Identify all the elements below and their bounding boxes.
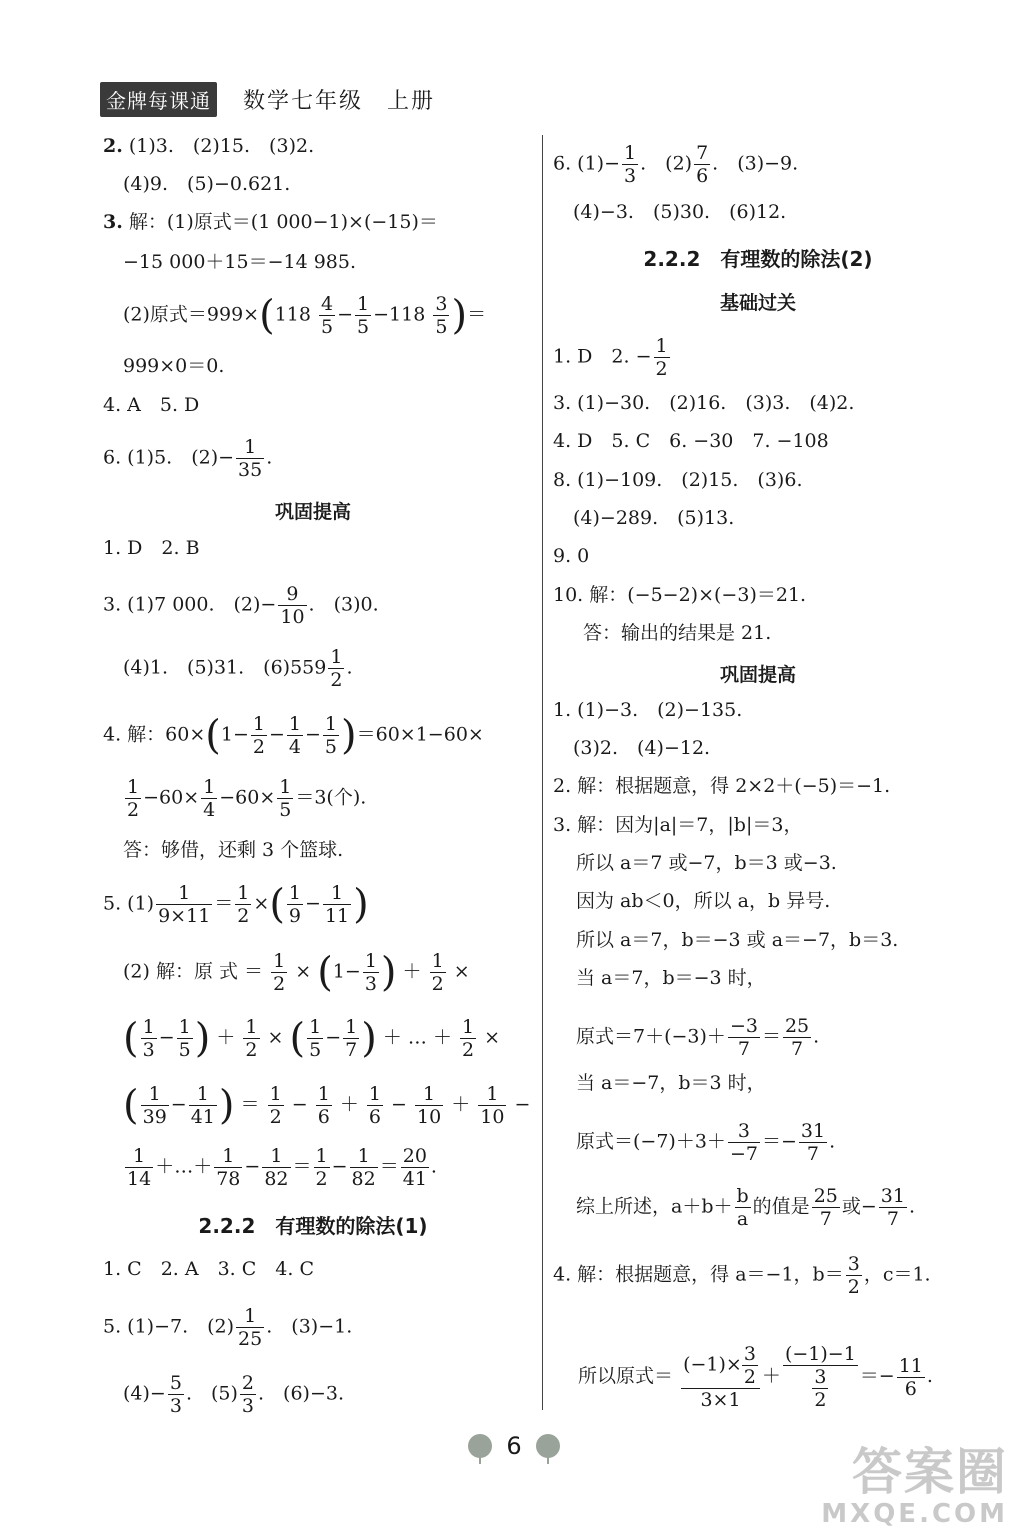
answer-3b: 3. (1)7 000. (2)− $\frac{9}{10}$ . (3)0. (103, 583, 379, 628)
section-title-division-2: 2.2.2 有理数的除法(2) (643, 247, 873, 271)
section-consolidate-2: 巩固提高 (719, 664, 796, 686)
answer-3-cont: −15 000＋15＝−14 985. (123, 251, 357, 273)
answer-rb3: 3. 解：因为|a|＝7，|b|＝3， (553, 814, 803, 836)
answer-rb3-l5: 当 a＝7，b＝−3 时， (576, 967, 766, 989)
answer-3-2: (2)原式＝999×(118 $\frac{4}{5}$ − $\frac{1}{5}$ −118 $\frac{3}{5}$ )＝ (123, 292, 487, 339)
leaf-icon (468, 1434, 492, 1458)
section-consolidate-1: 巩固提高 (274, 501, 351, 523)
answer-r10: 10. 解：(−5−2)×(−3)＝21. (553, 584, 807, 606)
answer-6-right: 6. (1)− $\frac{1}{3}$ . (2) $\frac{7}{6}$ . (3)−9. (553, 142, 799, 187)
answer-r8-cont: (4)−289. (5)13. (573, 507, 735, 529)
answer-4b-cont: $\frac{1}{2}$ −60× $\frac{1}{4}$ −60× $\frac{1}{5}$ ＝3(个). (127, 776, 367, 821)
answer-rb3-l8: 原式＝(−7)＋3＋ $\frac{3}{-7}$ ＝− $\frac{31}{7}$ . (576, 1120, 836, 1165)
answer-rb1: 1. (1)−3. (2)−135. (553, 699, 743, 721)
answer-3b-cont: (4)1. (5)31. (6)559 $\frac{1}{2}$ . (123, 646, 353, 691)
answer-4b: 4. 解：60×(1− $\frac{1}{2}$ − $\frac{1}{4}$ − $\frac{1}{5}$ )＝60×1−60× (103, 712, 484, 759)
answer-3: 3. 解：(1)原式＝(1 000−1)×(−15)＝ (103, 211, 438, 233)
answer-r8: 8. (1)−109. (2)15. (3)6. (553, 469, 803, 491)
watermark-url: MXQE.COM (821, 1499, 1008, 1529)
answer-rb2: 2. 解：根据题意，得 2×2＋(−5)＝−1. (553, 775, 891, 797)
answer-r10-reply: 答：输出的结果是 21. (583, 622, 772, 644)
answer-r4-7: 4. D 5. C 6. −30 7. −108 (553, 430, 829, 452)
answer-rb3-l3: 因为 ab＜0，所以 a，b 异号. (576, 890, 831, 912)
answer-2: 2. (1)3. (2)15. (3)2. (103, 135, 315, 157)
answer-1-2: 1. D 2. B (103, 537, 200, 559)
answer-4-5: 4. A 5. D (103, 394, 200, 416)
answer-5c: 5. (1)−7. (2) $\frac{1}{25}$ . (3)−1. (103, 1305, 353, 1350)
answer-rb3-l4: 所以 a＝7，b＝−3 或 a＝−7，b＝3. (576, 929, 899, 951)
answer-rb3-l2: 所以 a＝7 或−7，b＝3 或−3. (576, 852, 837, 874)
watermark (821, 1445, 1008, 1529)
answer-rb1-cont: (3)2. (4)−12. (573, 737, 711, 759)
answer-5: 5. (1) $\frac{1}{9\times 11}$ ＝ $\frac{1}{2}$ ×( $\frac{1}{9}$ − $\frac{1}{11}$ ) (103, 881, 369, 928)
answer-4b-reply: 答：够借，还剩 3 个篮球. (123, 839, 344, 861)
answer-rb3-l6: 原式＝7＋(−3)＋ $\frac{-3}{7}$ ＝ $\frac{25}{7}$ . (576, 1015, 820, 1060)
column-divider (542, 135, 543, 1410)
answer-5-2b: ( $\frac{1}{3}$ − $\frac{1}{5}$ ) ＋ $\frac{1}{2}$ × ( $\frac{1}{5}$ − $\frac{1}{7}$ ) ＋ … ＋ $\frac{1}{2}$ × (123, 1015, 501, 1062)
answer-2-cont: (4)9. (5)−0.621. (123, 173, 291, 195)
answer-r1-2: 1. D 2. − $\frac{1}{2}$ (553, 335, 668, 380)
answer-6-right-cont: (4)−3. (5)30. (6)12. (573, 201, 787, 223)
answer-rb3-l9: 综上所述，a＋b＋ $\frac{b}{a}$ 的值是 $\frac{25}{7}$ 或− $\frac{31}{7}$ . (576, 1185, 916, 1230)
answer-rb3-l7: 当 a＝−7，b＝3 时， (576, 1072, 766, 1094)
watermark-logo: 答案圈 (852, 1443, 1008, 1501)
answer-r9: 9. 0 (553, 545, 590, 567)
answer-rb4-result: 所以原式＝ (−1)× $\frac{3}{2}$ 3×1 ＋ $\frac{(-1)-1}{\frac{3}{2}}$ ＝− $\frac{11}{6}$ . (578, 1343, 933, 1411)
answer-1-4: 1. C 2. A 3. C 4. C (103, 1258, 315, 1280)
answer-r3: 3. (1)−30. (2)16. (3)3. (4)2. (553, 392, 855, 414)
answer-5-2c: ( $\frac{1}{39}$ − $\frac{1}{41}$ ) ＝ $\frac{1}{2}$ − $\frac{1}{6}$ ＋ $\frac{1}{6}$ − $\frac{1}{10}$ ＋ $\frac{1}{10}$ − (123, 1082, 531, 1129)
leaf-icon (536, 1434, 560, 1458)
answer-5-2d: $\frac{1}{14}$ ＋…＋ $\frac{1}{78}$ − $\frac{1}{82}$ ＝ $\frac{1}{2}$ − $\frac{1}{82}$ ＝ $\frac{20}{41}$ . (127, 1145, 437, 1190)
page-number: 6 (506, 1432, 522, 1460)
section-basics: 基础过关 (719, 292, 796, 314)
answer-5-2a: (2) 解：原 式 ＝ $\frac{1}{2}$ × (1− $\frac{1}{3}$ ) ＋ $\frac{1}{2}$ × (123, 949, 470, 996)
section-title-division-1: 2.2.2 有理数的除法(1) (198, 1214, 428, 1238)
answer-6: 6. (1)5. (2)− $\frac{1}{35}$ . (103, 436, 273, 481)
answer-rb4: 4. 解：根据题意，得 a＝−1，b＝ $\frac{3}{2}$ ，c＝1. (553, 1253, 931, 1298)
page-header (100, 82, 435, 116)
book-title: 数学七年级 上册 (243, 88, 436, 114)
answer-5c-cont: (4)− $\frac{5}{3}$ . (5) $\frac{2}{3}$ . (6)−3. (123, 1372, 345, 1417)
answer-3-2-result: 999×0＝0. (123, 355, 225, 377)
brand-badge: 金牌每课通 (100, 82, 217, 117)
